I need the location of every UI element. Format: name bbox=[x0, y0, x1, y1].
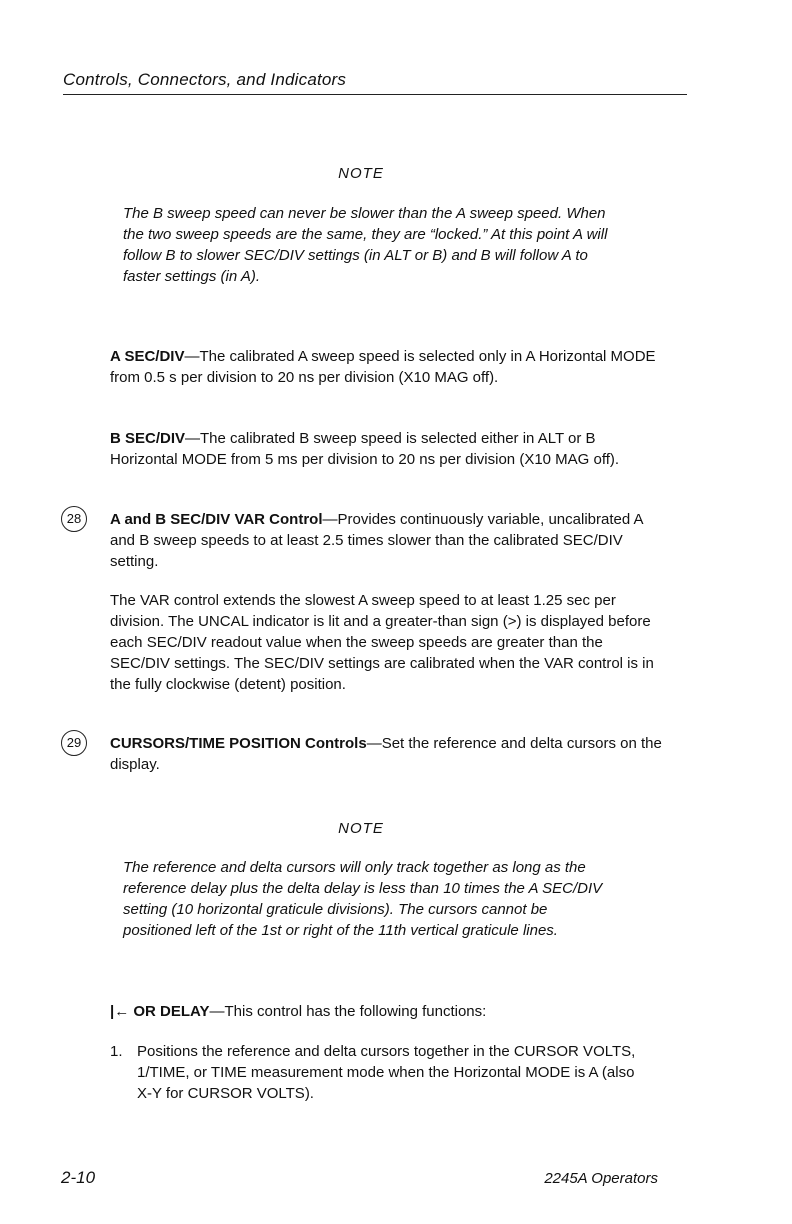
item28-text: —Provides continuously variable, uncalibrated A and B sweep speeds to at least 2.5 times slower than the calibrated SEC/DIV setting. bbox=[110, 511, 643, 570]
header-rule bbox=[63, 94, 687, 95]
b-secdiv-text: —The calibrated B sweep speed is selected either in ALT or B Horizontal MODE from 5 ms per division to 20 ns per division (X10 MAG off). bbox=[110, 430, 620, 468]
or-delay-term: OR DELAY bbox=[133, 1003, 210, 1020]
note-title: NOTE bbox=[338, 165, 384, 182]
b-secdiv-paragraph bbox=[110, 428, 662, 470]
item28-paragraph-2: The VAR control extends the slowest A sweep speed to at least 1.25 sec per division. The UNCAL indicator is lit and a greater-than sign (>) is displayed before each SEC/DIV readout value when the sweep speeds are greater than the SEC/DIV settings. The SEC/DIV settings are calibrated when the VAR control is in the fully clockwise (detent) position. bbox=[110, 592, 654, 693]
page-header-title: Controls, Connectors, and Indicators bbox=[63, 70, 347, 89]
note-body: The reference and delta cursors will only track together as long as the reference delay plus the delta delay is less than 10 times the A SEC/DIV setting (10 horizontal graticule divisions). The cursors cannot be positioned left of the 1st or right of the 11th vertical graticule lines. bbox=[123, 859, 603, 939]
a-secdiv-term: A SEC/DIV bbox=[110, 348, 185, 365]
b-secdiv-term: B SEC/DIV bbox=[110, 430, 186, 447]
item29-paragraph bbox=[110, 733, 662, 775]
item29-term: CURSORS/TIME POSITION Controls bbox=[110, 735, 367, 752]
or-delay-text: —This control has the following functions: bbox=[209, 1003, 487, 1020]
item28-term: A and B SEC/DIV VAR Control bbox=[110, 511, 323, 528]
page-number: 2-10 bbox=[61, 1168, 96, 1187]
a-secdiv-text: —The calibrated A sweep speed is selected only in A Horizontal MODE from 0.5 s per division to 20 ns per division (X10 MAG off). bbox=[110, 348, 656, 386]
manual-title: 2245A Operators bbox=[544, 1170, 658, 1187]
callout-29: 29 bbox=[61, 730, 87, 756]
left-arrow-bar-icon: |← bbox=[110, 1003, 130, 1020]
callout-28: 28 bbox=[61, 506, 87, 532]
item29-text: —Set the reference and delta cursors on the display. bbox=[110, 735, 662, 773]
list-item-text: Positions the reference and delta cursors together in the CURSOR VOLTS, 1/TIME, or TIME measurement mode when the Horizontal MODE is A (also X-Y for CURSOR VOLTS). bbox=[137, 1043, 636, 1102]
a-secdiv-paragraph bbox=[110, 346, 662, 388]
item28-paragraph bbox=[110, 509, 662, 572]
or-delay-paragraph bbox=[110, 1001, 662, 1022]
list-item-number: 1. bbox=[110, 1043, 123, 1060]
note-title: NOTE bbox=[338, 820, 384, 837]
note-body: The B sweep speed can never be slower than the A sweep speed. When the two sweep speeds are the same, they are “locked.” At this point A will follow B to slower SEC/DIV settings (in ALT or B) and B will follow A to faster settings (in A). bbox=[123, 205, 608, 285]
